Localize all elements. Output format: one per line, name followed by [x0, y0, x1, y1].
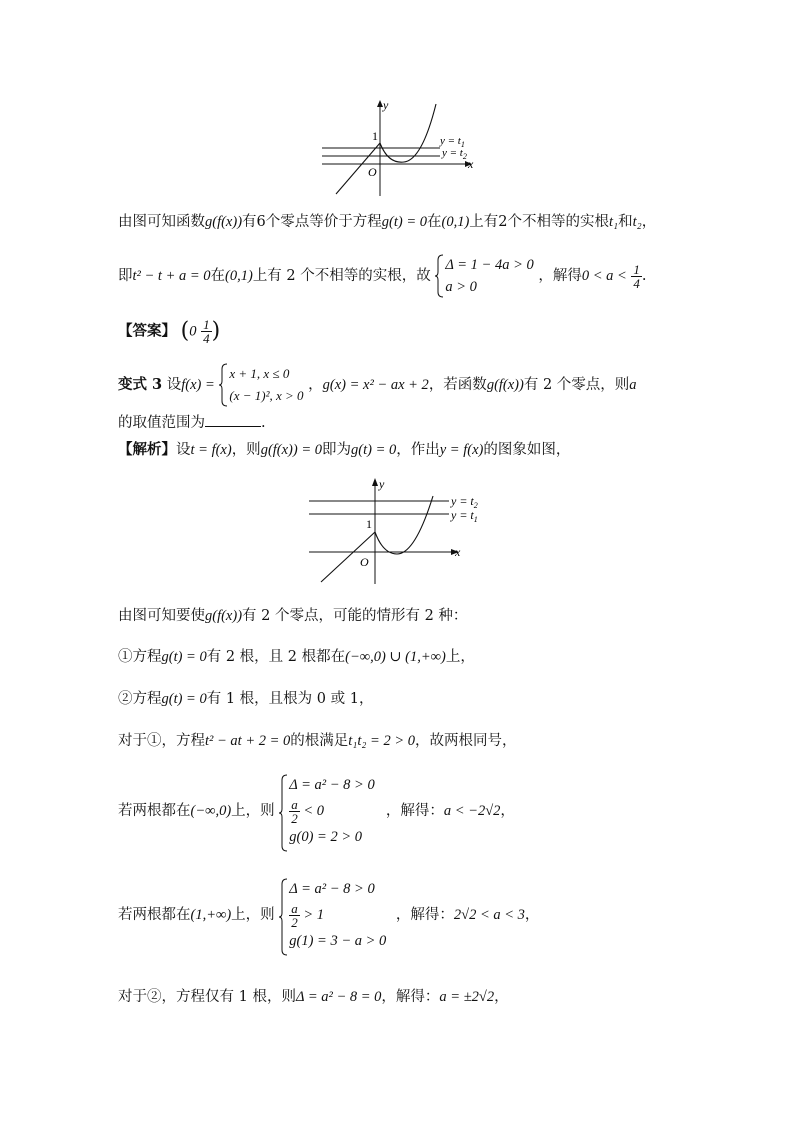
- math: t₁: [609, 214, 619, 230]
- text: ，解得：: [395, 907, 454, 923]
- answer-blank: [205, 412, 261, 427]
- text: 有 2 个零点，可能的情形有 2 种：: [242, 608, 468, 624]
- curve-parabola: [380, 104, 436, 162]
- numerator: a: [291, 797, 298, 813]
- paren: ): [211, 318, 221, 344]
- paragraph-4: [118, 647, 475, 667]
- system-row: Δ = a² − 8 > 0: [289, 881, 375, 897]
- paragraph-9: [118, 987, 509, 1007]
- system-row: [289, 900, 391, 930]
- fig1-one-label: 1: [372, 129, 378, 143]
- text: 上有 2 个不相等的实根，故: [252, 268, 431, 284]
- text: 即: [118, 268, 133, 284]
- fig2-one-label: 1: [366, 517, 372, 531]
- y-axis-arrow: [372, 478, 378, 486]
- fig2-x-label: x: [455, 545, 461, 559]
- math: g(f(x)): [205, 214, 243, 230]
- system-row: Δ = 1 − 4a > 0: [445, 257, 534, 273]
- text: 有 2 个零点，则: [523, 377, 630, 393]
- answer-line: [118, 318, 220, 345]
- brace-icon: [219, 363, 228, 407]
- text: 有6个零点等价于方程: [242, 214, 382, 230]
- text: 的图象如图，: [483, 442, 571, 458]
- denominator: 2: [291, 915, 298, 931]
- system-of-inequalities: [279, 878, 391, 952]
- denominator: 4: [633, 275, 640, 291]
- text: ，: [641, 214, 657, 230]
- text: 上有2个不相等的实根: [469, 214, 610, 230]
- math: g(f(x)): [205, 608, 243, 624]
- variant-label: 变式 3: [118, 376, 163, 393]
- system-row: a > 0: [445, 279, 477, 295]
- math: (1,+∞): [190, 907, 232, 923]
- math: (0,1): [225, 268, 253, 284]
- fig2-origin-label: O: [360, 555, 369, 569]
- fig1-origin-label: O: [368, 165, 377, 179]
- math: y = f(x): [439, 442, 484, 458]
- math: > 1: [303, 907, 325, 923]
- math: g(t) = 0: [161, 691, 207, 707]
- math: (0,1): [441, 214, 470, 230]
- paragraph-2: [118, 254, 647, 298]
- text: 有 1 根，且根为 0 或 1，: [206, 691, 374, 707]
- system-of-inequalities: [435, 254, 533, 298]
- math: f(x) =: [181, 377, 215, 393]
- system-row: g(0) = 2 > 0: [289, 829, 362, 845]
- numerator: a: [291, 901, 298, 917]
- brace-icon: [279, 774, 288, 852]
- text: 上，则: [231, 803, 275, 819]
- fig1-y-label: y: [383, 98, 389, 112]
- math: 2√2 < a < 3: [453, 907, 525, 923]
- text: 设: [166, 377, 182, 393]
- text: 由图可知要使: [118, 608, 205, 624]
- fraction: [201, 318, 212, 345]
- math: g(f(x)) = 0: [260, 442, 323, 458]
- math: g(t) = 0: [161, 649, 207, 665]
- text: 即为: [322, 442, 352, 458]
- brace-icon: [435, 254, 444, 298]
- text: ，则: [231, 442, 261, 458]
- math: a: [629, 377, 637, 393]
- text: .: [261, 415, 266, 431]
- fig1-x-label: x: [468, 157, 474, 171]
- fraction: [631, 263, 642, 290]
- text: 在: [210, 268, 226, 284]
- fig2-line2-label: $y = t_1$: [451, 508, 478, 524]
- paragraph-7: [118, 774, 515, 848]
- text: ②方程: [118, 691, 162, 707]
- brace-icon: [279, 878, 288, 956]
- math: g(t) = 0: [381, 214, 427, 230]
- curve-parabola: [375, 496, 433, 554]
- math: 0 < a <: [581, 268, 627, 284]
- fig1-line1-label: $y = t_1$: [440, 135, 465, 149]
- math: g(x) = x² − ax + 2: [322, 377, 429, 393]
- text: ，: [494, 989, 509, 1005]
- text: ，解得：: [385, 803, 444, 819]
- paragraph-5: [118, 689, 373, 709]
- text: 对于①，方程: [118, 733, 205, 749]
- system-of-inequalities: [279, 774, 381, 848]
- math: < 0: [303, 803, 325, 819]
- text: 由图可知函数: [118, 214, 205, 230]
- text: 在: [427, 214, 442, 230]
- fig1-line2-label: $y = t_2$: [442, 147, 467, 161]
- math: t² − t + a = 0: [132, 268, 211, 284]
- figure-2-graph: [305, 474, 505, 586]
- text: ，故两根同号，: [414, 733, 517, 749]
- paragraph-1: [118, 212, 656, 232]
- analysis-line: [118, 440, 570, 460]
- text: 的取值范围为: [118, 415, 205, 431]
- system-row: g(1) = 3 − a > 0: [289, 933, 387, 949]
- fig2-y-label: y: [379, 477, 385, 491]
- text: ，: [308, 377, 323, 393]
- text: .: [641, 268, 647, 284]
- math: 0: [189, 323, 197, 340]
- piece-row: x + 1, x ≤ 0: [229, 366, 290, 381]
- paren: (: [180, 318, 190, 344]
- text: ，解得: [538, 268, 582, 284]
- math: t² − at + 2 = 0: [205, 733, 291, 749]
- text: 设: [176, 442, 191, 458]
- math: t₁t₂ = 2 > 0: [348, 733, 415, 749]
- numerator: 1: [203, 317, 210, 332]
- numerator: 1: [633, 261, 640, 277]
- text: ①方程: [118, 649, 162, 665]
- text: ，若函数: [428, 377, 487, 393]
- text: 上，: [445, 649, 475, 665]
- text: ，: [524, 907, 540, 923]
- math: (−∞,0): [190, 803, 232, 819]
- text: 若两根都在: [118, 803, 191, 819]
- fig2-line1-label: $y = t_2$: [451, 494, 478, 510]
- piecewise-definition: [219, 363, 303, 407]
- text: 对于②，方程仅有 1 根，则: [118, 989, 296, 1005]
- math: a < −2√2: [443, 803, 501, 819]
- text: 有 2 根，且 2 根都在: [206, 649, 346, 665]
- variant-3-line-2: [118, 412, 266, 433]
- paragraph-8: [118, 878, 539, 952]
- variant-3-line: [118, 363, 637, 407]
- math: t₂: [632, 214, 642, 230]
- text: ，解得：: [381, 989, 440, 1005]
- math: a = ±2√2: [439, 989, 495, 1005]
- text: 的根满足: [290, 733, 349, 749]
- math: t = f(x): [190, 442, 232, 458]
- system-row: Δ = a² − 8 > 0: [289, 777, 375, 793]
- math: Δ = a² − 8 = 0: [295, 989, 382, 1005]
- figure-1-graph: [318, 98, 478, 198]
- paragraph-3: [118, 606, 467, 626]
- analysis-label: 【解析】: [118, 441, 176, 458]
- text: 上，则: [231, 907, 275, 923]
- math: g(f(x)): [486, 377, 524, 393]
- math: (−∞,0) ∪ (1,+∞): [345, 649, 446, 665]
- text: ，作出: [396, 442, 440, 458]
- paragraph-6: [118, 731, 516, 751]
- math: g(t) = 0: [351, 442, 397, 458]
- piece-row: (x − 1)², x > 0: [229, 388, 304, 403]
- system-row: [289, 796, 381, 826]
- denominator: 2: [291, 811, 298, 827]
- denominator: 4: [203, 331, 210, 346]
- text: 和: [618, 214, 633, 230]
- text: ，: [500, 803, 515, 819]
- text: 若两根都在: [118, 907, 191, 923]
- answer-label: 【答案】: [118, 322, 176, 340]
